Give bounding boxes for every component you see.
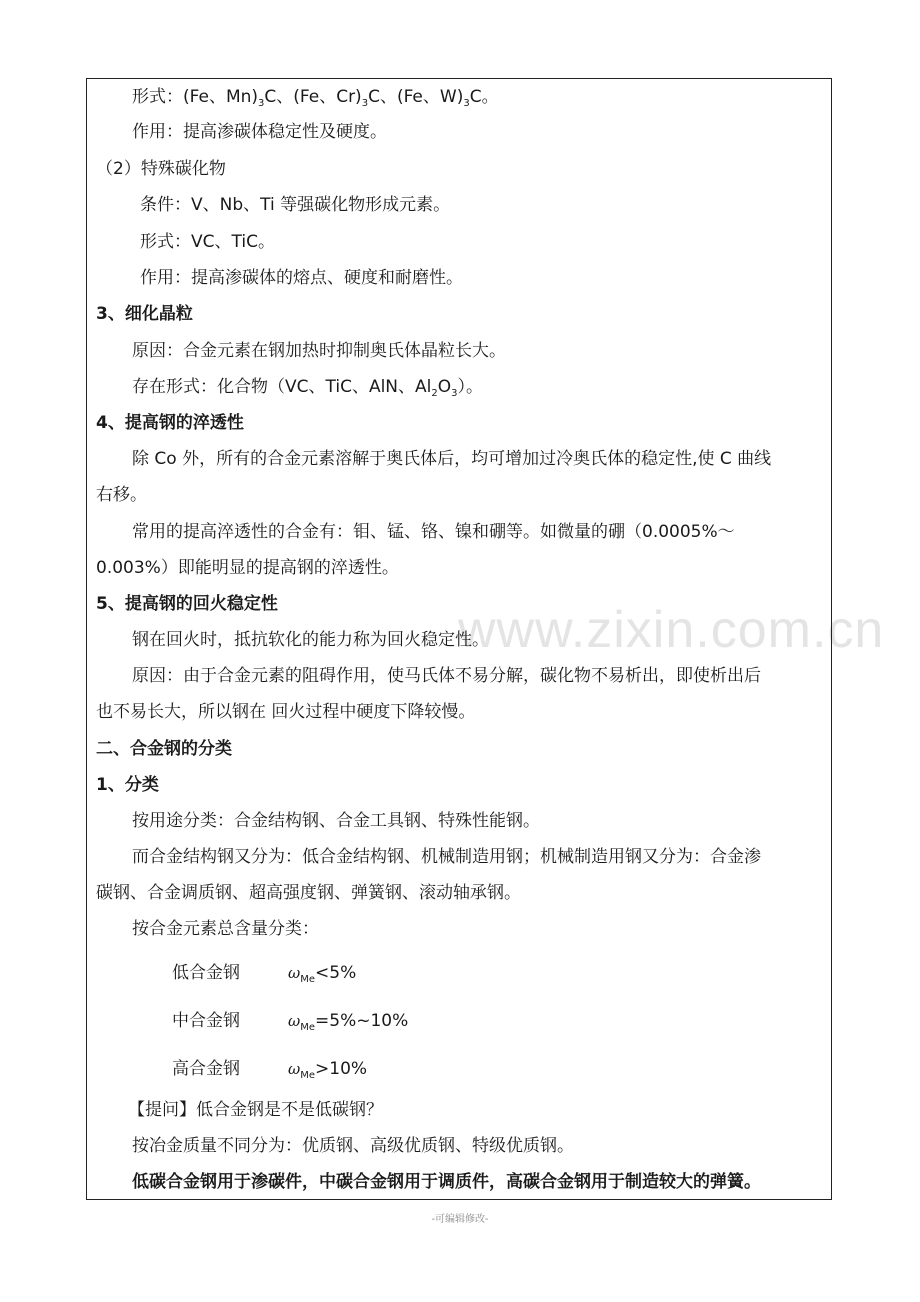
section-heading-1: 1、分类 [96, 775, 159, 795]
mid-alloy-label: 中合金钢 [172, 1011, 240, 1031]
special-form-line: 形式：VC、TiC。 [140, 232, 275, 252]
special-effect-line: 作用：提高渗碳体的熔点、硬度和耐磨性。 [140, 268, 463, 288]
content-classification-line: 按合金元素总含量分类： [132, 919, 319, 939]
high-alloy-label: 高合金钢 [172, 1059, 240, 1079]
watermark: www.zixin.com.cn [458, 601, 885, 659]
section-heading-5: 5、提高钢的回火稳定性 [96, 594, 278, 614]
mid-alloy-value: $\omega_{Me}=5\%\sim 10\%$ [288, 1011, 409, 1033]
metallurgical-quality-line: 按冶金质量不同分为：优质钢、高级优质钢、特级优质钢。 [132, 1136, 574, 1156]
carbide-form-line: 形式：(Fe、$Mn)_3C$、(Fe、$Cr)_3C$、(Fe、$W)_3C$。 [132, 87, 499, 109]
temper-def-line: 钢在回火时，抵抗软化的能力称为回火稳定性。 [132, 630, 489, 650]
temper-reason-line-1: 原因：由于合金元素的阻碍作用，使马氏体不易分解，碳化物不易析出，即使析出后 [132, 666, 761, 686]
hardenability-line-2: 右移。 [96, 485, 147, 505]
carbide-effect-line: 作用：提高渗碳体稳定性及硬度。 [132, 122, 387, 142]
grain-reason-line: 原因：合金元素在钢加热时抑制奥氏体晶粒长大。 [132, 341, 506, 361]
chapter-heading-classification: 二、合金钢的分类 [96, 739, 232, 759]
section-heading-3: 3、细化晶粒 [96, 304, 193, 324]
special-condition-line: 条件：V、Nb、Ti 等强碳化物形成元素。 [140, 195, 451, 215]
footer-note: -可编辑修改- [431, 1214, 489, 1225]
high-alloy-value: $\omega_{Me}>10\%$ [288, 1059, 368, 1081]
hardenability-line-1: 除 Co 外，所有的合金元素溶解于奥氏体后，均可增加过冷奥氏体的稳定性,使 C 曲线 [132, 449, 772, 469]
usage-classification-line: 按用途分类：合金结构钢、合金工具钢、特殊性能钢。 [132, 811, 540, 831]
structural-steel-line-2: 碳钢、合金调质钢、超高强度钢、弹簧钢、滚动轴承钢。 [96, 883, 521, 903]
low-alloy-value: $\omega_{Me}<5\%$ [288, 963, 357, 985]
special-carbide-heading: （2）特殊碳化物 [96, 159, 226, 179]
grain-form-line: 存在形式：化合物（VC、TiC、AlN、$Al_2O_3$）。 [132, 377, 484, 399]
question-line: 【提问】低合金钢是不是低碳钢？ [128, 1100, 383, 1120]
low-alloy-label: 低合金钢 [172, 963, 240, 983]
temper-reason-line-2: 也不易长大，所以钢在 回火过程中硬度下降较慢。 [96, 702, 476, 722]
summary-bold-line: 低碳合金钢用于渗碳件，中碳合金钢用于调质件，高碳合金钢用于制造较大的弹簧。 [132, 1172, 761, 1192]
section-heading-4: 4、提高钢的淬透性 [96, 413, 244, 433]
structural-steel-line-1: 而合金结构钢又分为：低合金结构钢、机械制造用钢；机械制造用钢又分为：合金渗 [132, 847, 761, 867]
hardenability-line-4: 0.003%）即能明显的提高钢的淬透性。 [96, 558, 399, 578]
hardenability-line-3: 常用的提高淬透性的合金有：钼、锰、铬、镍和硼等。如微量的硼（0.0005%～ [132, 522, 735, 542]
